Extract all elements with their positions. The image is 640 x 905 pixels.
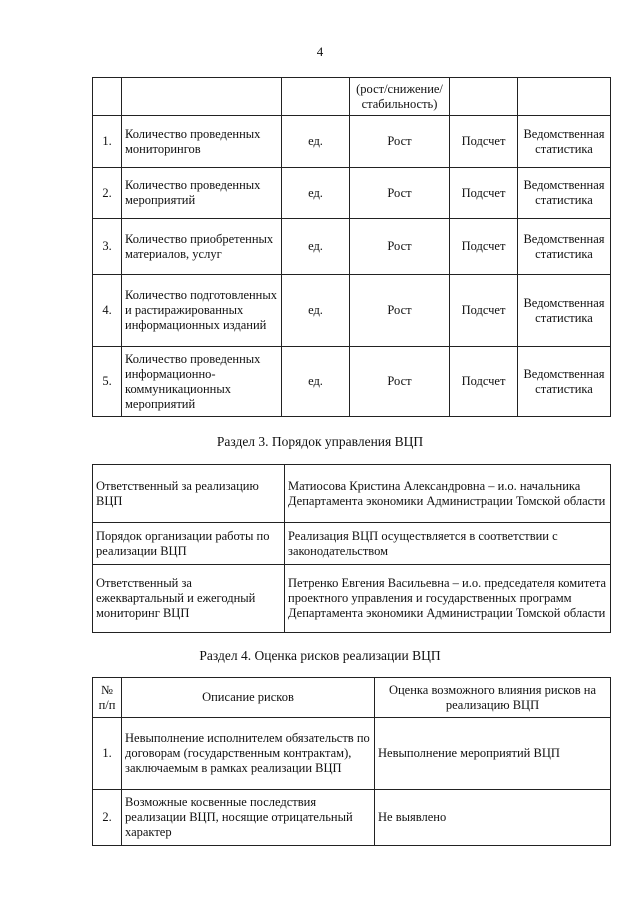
table-row <box>93 275 611 347</box>
indicator-name: Количество проведенных мероприятий <box>122 168 282 219</box>
indicator-name: Количество проведенных информационно-коммуникационных мероприятий <box>122 347 282 417</box>
table-header-row <box>93 678 611 718</box>
table-row <box>93 718 611 790</box>
indicator-name: Количество проведенных мониторингов <box>122 116 282 168</box>
table-row <box>93 116 611 168</box>
header-description: Описание рисков <box>122 678 375 718</box>
table-row <box>93 168 611 219</box>
trend: Рост <box>350 168 450 219</box>
table-row <box>93 347 611 417</box>
source: Ведомственная статистика <box>518 275 611 347</box>
table-row <box>93 523 611 565</box>
table-row <box>93 565 611 633</box>
risk-impact: Не выявлено <box>375 790 611 846</box>
row-number: 2. <box>93 790 122 846</box>
trend: Рост <box>350 219 450 275</box>
management-value: Матиосова Кристина Александровна – и.о. начальника Департамента экономики Администрации Томской области <box>285 465 611 523</box>
page-number: 4 <box>316 44 324 59</box>
header-impact: Оценка возможного влияния рисков на реализацию ВЦП <box>375 678 611 718</box>
row-number: 3. <box>93 219 122 275</box>
row-number: 4. <box>93 275 122 347</box>
header-num: № п/п <box>93 678 122 718</box>
method: Подсчет <box>450 275 518 347</box>
unit: ед. <box>282 347 350 417</box>
method: Подсчет <box>450 168 518 219</box>
indicators-table <box>92 77 611 417</box>
unit: ед. <box>282 116 350 168</box>
risk-description: Невыполнение исполнителем обязательств по договорам (государственным контрактам), заключаемым в рамках реализации ВЦП <box>122 718 375 790</box>
section-3-title: Раздел 3. Порядок управления ВЦП <box>216 434 424 449</box>
management-value: Реализация ВЦП осуществляется в соответствии с законодательством <box>285 523 611 565</box>
trend: Рост <box>350 347 450 417</box>
row-number: 5. <box>93 347 122 417</box>
section-4-title: Раздел 4. Оценка рисков реализации ВЦП <box>199 648 441 663</box>
trend: Рост <box>350 275 450 347</box>
source: Ведомственная статистика <box>518 116 611 168</box>
management-label: Ответственный за ежеквартальный и ежегодный мониторинг ВЦП <box>93 565 285 633</box>
row-number: 1. <box>93 116 122 168</box>
table-row <box>93 465 611 523</box>
risk-description: Возможные косвенные последствия реализации ВЦП, носящие отрицательный характер <box>122 790 375 846</box>
risks-table <box>92 677 611 846</box>
trend-header-note: (рост/снижение/ стабильность) <box>350 78 450 116</box>
trend: Рост <box>350 116 450 168</box>
row-number: 1. <box>93 718 122 790</box>
indicator-name: Количество приобретенных материалов, услуг <box>122 219 282 275</box>
table-row <box>93 790 611 846</box>
source: Ведомственная статистика <box>518 347 611 417</box>
method: Подсчет <box>450 347 518 417</box>
table-row <box>93 78 611 116</box>
management-table <box>92 464 611 633</box>
unit: ед. <box>282 275 350 347</box>
row-number: 2. <box>93 168 122 219</box>
management-label: Ответственный за реализацию ВЦП <box>93 465 285 523</box>
method: Подсчет <box>450 116 518 168</box>
management-value: Петренко Евгения Васильевна – и.о. председателя комитета проектного управления и государственных программ Департамента экономики Администрации Томской области <box>285 565 611 633</box>
source: Ведомственная статистика <box>518 219 611 275</box>
source: Ведомственная статистика <box>518 168 611 219</box>
unit: ед. <box>282 168 350 219</box>
risk-impact: Невыполнение мероприятий ВЦП <box>375 718 611 790</box>
management-label: Порядок организации работы по реализации ВЦП <box>93 523 285 565</box>
method: Подсчет <box>450 219 518 275</box>
unit: ед. <box>282 219 350 275</box>
indicator-name: Количество подготовленных и растиражированных информационных изданий <box>122 275 282 347</box>
table-row <box>93 219 611 275</box>
